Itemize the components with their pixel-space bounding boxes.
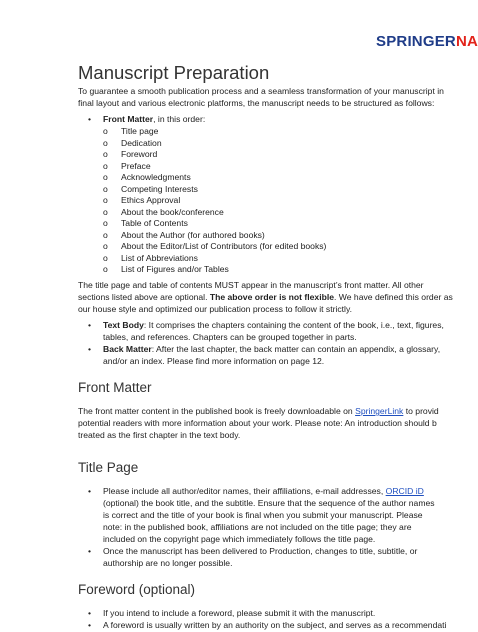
list-item: Acknowledgments <box>121 172 191 182</box>
bullet-icon: • <box>88 320 92 330</box>
bullet-icon: • <box>88 486 92 496</box>
list-item: Dedication <box>121 137 162 148</box>
intro-line-1: To guarantee a smooth publication process and a seamless transformation of your manuscript in <box>78 86 444 96</box>
bullet-icon: • <box>88 546 92 556</box>
front-matter-bullet: Front Matter, in this order: <box>103 114 206 124</box>
front-matter-heading: Front Matter <box>78 380 152 395</box>
order-note-line-2: sections listed above are optional. The above order is not flexible. We have defined this order as <box>78 292 453 302</box>
title-page-bullet-1-line-4: note: in the published book, affiliations are not included on the title page; they are <box>103 522 412 532</box>
list-item: About the book/conference <box>121 206 224 217</box>
back-matter-bullet-line-2: and/or an index. Please find more information on page 12. <box>103 356 325 366</box>
foreword-heading: Foreword (optional) <box>78 582 196 597</box>
title-page-bullet-1-line-3: is correct and the title of your book is final when you submit your manuscript. Please <box>103 510 423 520</box>
bullet-icon: • <box>88 620 92 630</box>
title-page-bullet-1-line-1: Please include all author/editor names, their affiliations, e-mail addresses, ORCID iD <box>103 486 424 496</box>
sub-bullet-icon: o <box>103 172 108 182</box>
list-item: About the Editor/List of Contributors (for edited books) <box>121 241 327 251</box>
springerlink-link[interactable]: SpringerLink <box>355 406 404 416</box>
sub-bullet-icon: o <box>103 126 108 136</box>
front-matter-line-1: The front matter content in the published book is freely downloadable on SpringerLink to provid <box>78 406 439 416</box>
title-page-bullet-1-line-2: (optional) the book title, and the subtitle. Ensure that the sequence of the author names <box>103 498 435 508</box>
sub-bullet-icon: o <box>103 195 108 205</box>
orcid-link[interactable]: ORCID iD <box>385 486 424 496</box>
sub-bullet-icon: o <box>103 264 108 274</box>
title-page-bullet-2-line-2: authorship are no longer possible. <box>103 558 233 568</box>
list-item: Ethics Approval <box>121 195 181 205</box>
order-note-line-3: our house style and optimized our publication process to follow it strictly. <box>78 304 353 314</box>
list-item: About the Author (for authored books) <box>121 229 265 240</box>
back-matter-bullet-line-1: Back Matter: After the last chapter, the back matter can contain an appendix, a glossary, <box>103 344 441 354</box>
order-note-line-1: The title page and table of contents MUST appear in the manuscript’s front matter. All other <box>78 280 424 290</box>
list-item: Competing Interests <box>121 183 198 194</box>
bullet-icon: • <box>88 344 92 354</box>
intro-line-2: final layout and various electronic platforms, the manuscript needs to be structured as follows: <box>78 98 435 108</box>
list-item: Table of Contents <box>121 218 188 228</box>
front-matter-line-3: treated as the first chapter in the text body. <box>78 430 241 440</box>
list-item: Foreword <box>121 149 158 159</box>
bullet-icon: • <box>88 114 92 124</box>
page-title: Manuscript Preparation <box>78 62 270 83</box>
list-item: Preface <box>121 160 151 171</box>
sub-bullet-icon: o <box>103 149 108 159</box>
sub-bullet-icon: o <box>103 137 108 148</box>
sub-bullet-icon: o <box>103 229 108 240</box>
text-body-bullet-line-1: Text Body: It comprises the chapters containing the content of the book, i.e., text, figures, <box>103 320 444 330</box>
sub-bullet-icon: o <box>103 183 108 194</box>
front-matter-line-2: potential readers with more information about your work. Please note: An introduction should b <box>78 418 437 428</box>
text-body-bullet-line-2: tables, and references. Chapters can be grouped together in parts. <box>103 332 357 342</box>
sub-bullet-icon: o <box>103 206 108 217</box>
sub-bullet-icon: o <box>103 160 108 171</box>
list-item: Title page <box>121 126 159 136</box>
title-page-heading: Title Page <box>78 460 139 475</box>
foreword-bullet-1: If you intend to include a foreword, please submit it with the manuscript. <box>103 608 376 618</box>
list-item: List of Abbreviations <box>121 252 198 263</box>
title-page-bullet-2-line-1: Once the manuscript has been delivered to Production, changes to title, subtitle, or <box>103 546 418 556</box>
sub-bullet-icon: o <box>103 218 108 228</box>
foreword-bullet-2: A foreword is usually written by an authority on the subject, and serves as a recommendati <box>103 620 447 630</box>
sub-bullet-icon: o <box>103 241 108 251</box>
springer-nature-logo: SPRINGERNA <box>376 33 478 50</box>
title-page-bullet-1-line-5: included on the copyright page which immediately follows the title page. <box>103 534 376 544</box>
list-item: List of Figures and/or Tables <box>121 264 229 274</box>
sub-bullet-icon: o <box>103 252 108 263</box>
bullet-icon: • <box>88 608 92 618</box>
